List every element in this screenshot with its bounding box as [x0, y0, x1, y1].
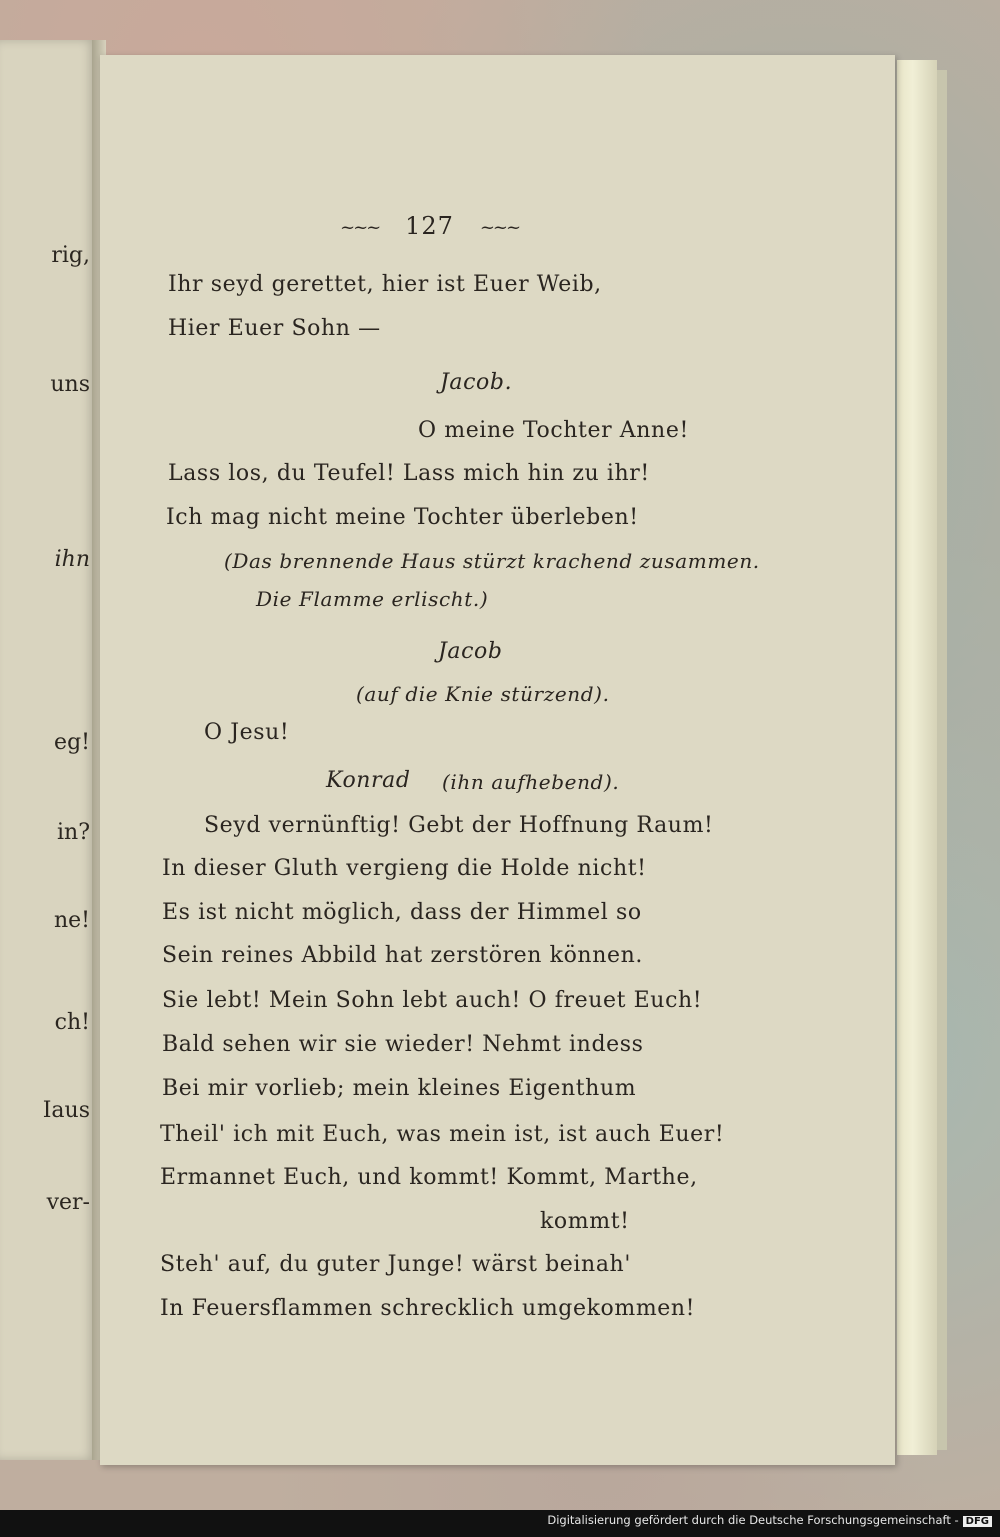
verse-line: O meine Tochter Anne! [418, 418, 689, 443]
verse-line: Bei mir vorlieb; mein kleines Eigenthum [162, 1076, 637, 1101]
ornament-left: ~~~ [340, 217, 380, 238]
dfg-credit [547, 1513, 992, 1527]
verse-line: Ich mag nicht meine Tochter überleben! [166, 505, 639, 530]
page-edges [897, 60, 937, 1455]
verse-line: In dieser Gluth vergieng die Holde nicht! [162, 856, 647, 881]
stage-direction: (auf die Knie stürzend). [356, 682, 610, 706]
left-fragment: ne! [53, 908, 90, 933]
left-fragment: uns [50, 372, 90, 397]
left-fragment: eg! [54, 730, 90, 755]
verse-line: In Feuersflammen schrecklich umgekommen! [160, 1296, 696, 1321]
verse-line: Hier Euer Sohn — [168, 316, 381, 341]
verse-line: Steh' auf, du guter Junge! wärst beinah' [160, 1252, 631, 1277]
dfg-logo: DFG [963, 1516, 992, 1527]
stage-direction: Die Flamme erlischt.) [256, 587, 489, 611]
left-fragment: in? [57, 820, 90, 845]
speaker-name: Jacob. [440, 370, 513, 395]
verse-line: Lass los, du Teufel! Lass mich hin zu ihr! [168, 461, 650, 486]
speaker-name: Jacob [438, 639, 503, 664]
page-number: 127 [405, 212, 454, 240]
verse-line: Bald sehen wir sie wieder! Nehmt indess [162, 1032, 644, 1057]
verse-line: Es ist nicht möglich, dass der Himmel so [162, 900, 642, 925]
left-fragment: ch! [54, 1010, 90, 1035]
verse-line: O Jesu! [204, 720, 290, 745]
left-fragment: Iaus [42, 1098, 90, 1123]
verse-line: Seyd vernünftig! Gebt der Hoffnung Raum! [204, 813, 714, 838]
verse-line: Theil' ich mit Euch, was mein ist, ist auch Euer! [160, 1122, 725, 1147]
previous-page [0, 40, 96, 1460]
page-header [340, 212, 519, 240]
left-fragment: rig, [51, 243, 90, 268]
verse-line: Sie lebt! Mein Sohn lebt auch! O freuet Euch! [162, 988, 703, 1013]
ornament-right: ~~~ [479, 217, 520, 238]
verse-line: Ermannet Euch, und kommt! Kommt, Marthe, [160, 1165, 698, 1190]
credit-text: Digitalisierung gefördert durch die Deutsche Forschungsgemeinschaft - [547, 1513, 959, 1527]
speaker-name: Konrad [326, 768, 411, 793]
verse-line: Ihr seyd gerettet, hier ist Euer Weib, [168, 272, 602, 297]
verse-line: Sein reines Abbild hat zerstören können. [162, 943, 643, 968]
left-fragment: ihn [54, 547, 90, 572]
stage-direction: (ihn aufhebend). [442, 770, 620, 794]
verse-line: kommt! [540, 1209, 630, 1234]
left-fragment: ver- [46, 1190, 90, 1215]
page-edges-shadow [937, 70, 947, 1450]
stage-direction: (Das brennende Haus stürzt krachend zusammen. [224, 549, 760, 573]
